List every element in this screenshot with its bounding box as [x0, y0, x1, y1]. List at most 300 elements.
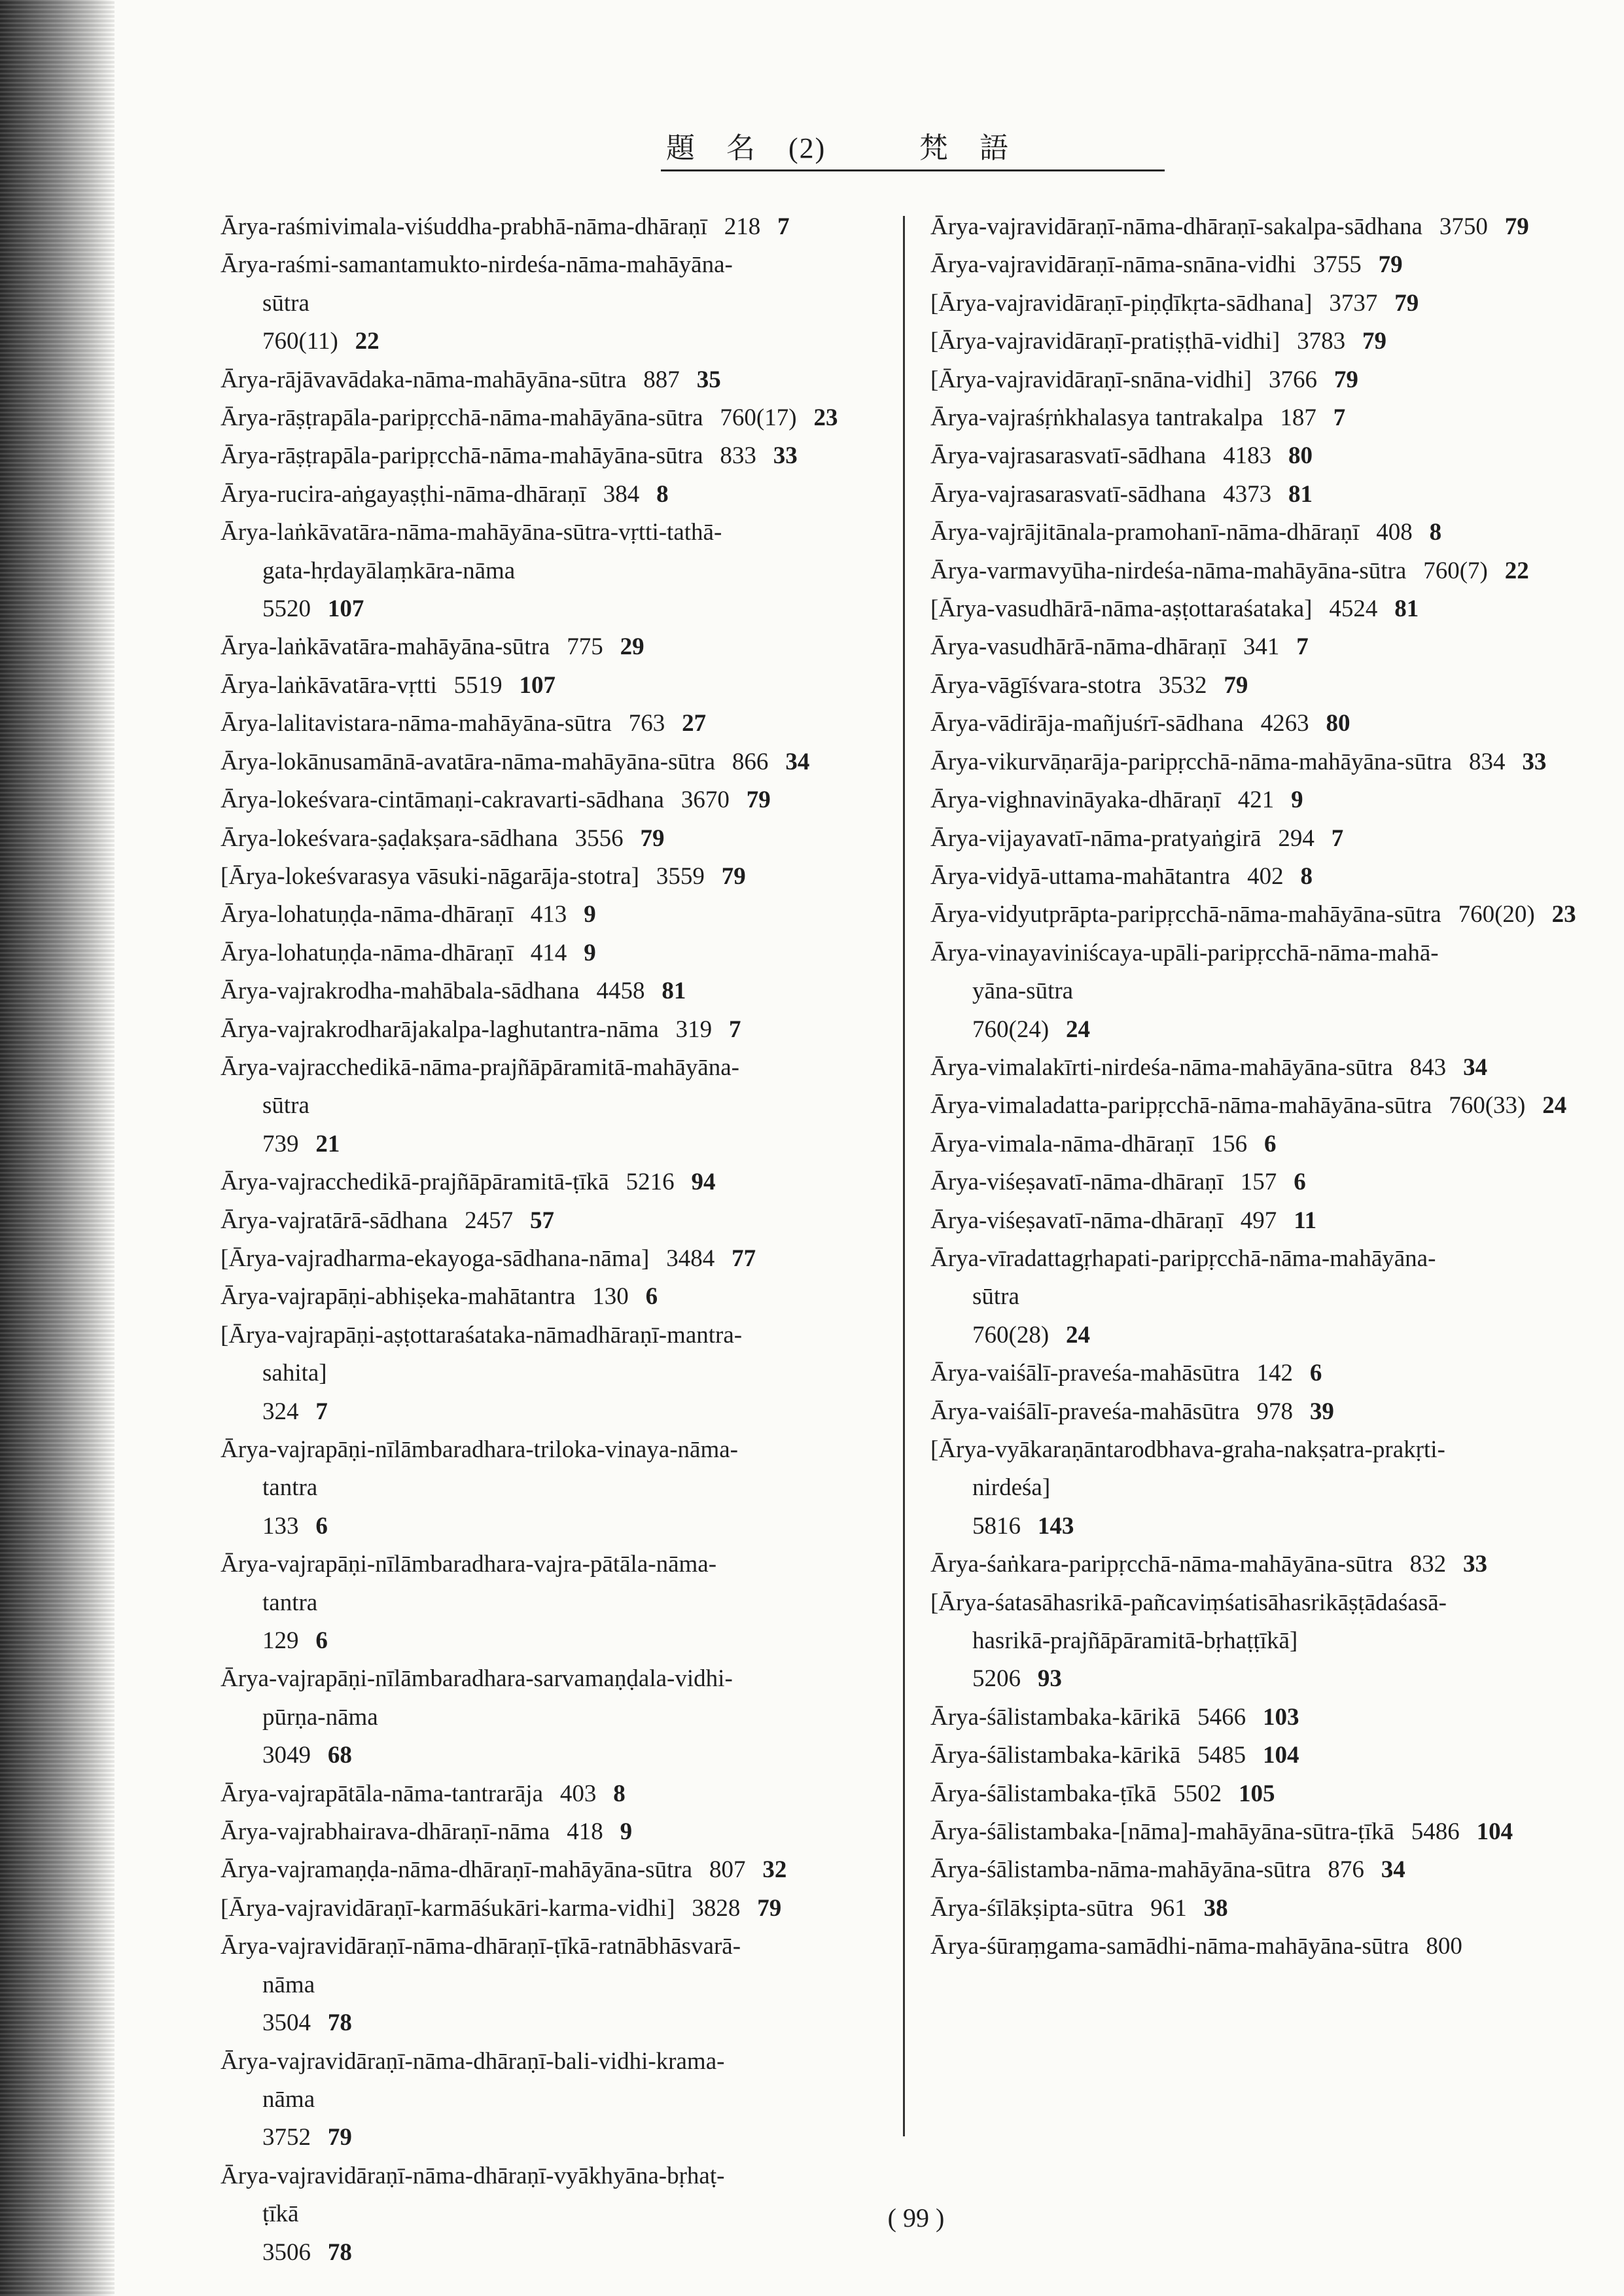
- entry-number: 3737: [1329, 289, 1378, 317]
- entry-number: 421: [1237, 786, 1275, 814]
- entry-volume: 7: [729, 1016, 741, 1043]
- entry-line: [221, 2043, 878, 2081]
- entry-line: [930, 1813, 1598, 1851]
- entry-line: [221, 476, 878, 514]
- entry-number: 403: [559, 1780, 597, 1807]
- entry-title: [Ārya-lokeśvarasya vāsuki-nāgarāja-stotra]: [221, 862, 640, 890]
- entry-title: Ārya-raśmi-samantamukto-nirdeśa-nāma-mahāyāna-: [221, 251, 733, 279]
- entry-title: Ārya-vasudhārā-nāma-dhāraṇī: [930, 633, 1226, 661]
- entry-line: [930, 1431, 1598, 1469]
- entry-title: Ārya-vajrakrodharājakalpa-laghutantra-nāma: [221, 1016, 659, 1043]
- entry-title: Ārya-varmavyūha-nirdeśa-nāma-mahāyāna-sūtra: [930, 557, 1407, 584]
- index-entry: [221, 1890, 878, 1928]
- index-entry: [930, 1928, 1598, 1966]
- entry-ref-line: [221, 1622, 878, 1660]
- entry-number: 3556: [574, 824, 624, 852]
- entry-title: Ārya-vajravidāraṇī-nāma-dhāraṇī-ṭīkā-ratnābhāsvarā-: [221, 1933, 741, 1960]
- entry-volume: 105: [1238, 1780, 1275, 1807]
- index-entry: [930, 820, 1598, 858]
- entry-title: Ārya-śālistambaka-kārikā: [930, 1703, 1181, 1731]
- entry-line: [221, 667, 878, 705]
- entry-number: 3532: [1158, 671, 1207, 699]
- entry-line: [930, 972, 1598, 1010]
- entry-line: [221, 1240, 878, 1278]
- entry-number: 760(17): [720, 404, 797, 432]
- entry-line: [930, 896, 1598, 934]
- entry-line: [930, 1737, 1598, 1775]
- entry-number: 157: [1240, 1169, 1277, 1196]
- index-entry: [930, 1890, 1598, 1928]
- index-entry: [930, 667, 1598, 705]
- index-entry: [930, 1431, 1598, 1545]
- entry-line: [221, 743, 878, 781]
- entry-line: [221, 285, 878, 323]
- entry-volume: 79: [640, 824, 665, 852]
- entry-ref-line: [930, 1316, 1598, 1354]
- entry-line: [930, 208, 1598, 246]
- entry-title: sūtra: [262, 1092, 309, 1120]
- entry-title: Ārya-śīlākṣipta-sūtra: [930, 1894, 1134, 1922]
- entry-volume: 9: [584, 901, 596, 928]
- entry-title: [Ārya-vajrapāṇi-aṣṭottaraśataka-nāmadhāraṇī-mantra-: [221, 1321, 743, 1349]
- index-entry: [930, 552, 1598, 590]
- index-entry: [930, 208, 1598, 246]
- entry-volume: 103: [1262, 1703, 1299, 1731]
- entry-number: 5520: [262, 595, 311, 623]
- index-entry: [930, 476, 1598, 514]
- entry-number: 775: [567, 633, 603, 661]
- entry-line: [930, 934, 1598, 972]
- entry-ref-line: [221, 1125, 878, 1163]
- entry-title: Ārya-vaiśālī-praveśa-mahāsūtra: [930, 1398, 1240, 1425]
- entry-line: [930, 1202, 1598, 1240]
- entry-line: [221, 437, 878, 475]
- entry-volume: 68: [327, 1742, 352, 1769]
- entry-title: Ārya-rāṣṭrapāla-paripṛcchā-nāma-mahāyāna-sūtra: [221, 442, 703, 470]
- entry-volume: 11: [1294, 1207, 1317, 1234]
- entry-line: [221, 1928, 878, 1966]
- entry-line: [930, 1278, 1598, 1316]
- entry-line: [221, 1087, 878, 1125]
- entry-number: 3755: [1313, 251, 1362, 279]
- entry-volume: 35: [696, 366, 721, 393]
- entry-line: [221, 858, 878, 896]
- entry-title: Ārya-vajravidāraṇī-nāma-dhāraṇī-bali-vidhi-krama-: [221, 2047, 725, 2075]
- entry-title: Ārya-rājāvavādaka-nāma-mahāyāna-sūtra: [221, 366, 627, 393]
- entry-line: [221, 2081, 878, 2119]
- entry-title: Ārya-laṅkāvatāra-nāma-mahāyāna-sūtra-vṛtti-tathā-: [221, 519, 722, 546]
- entry-number: 3828: [692, 1894, 741, 1922]
- entry-title: Ārya-vimala-nāma-dhāraṇī: [930, 1130, 1194, 1157]
- entry-number: 3506: [262, 2238, 311, 2266]
- entry-volume: 81: [1394, 595, 1419, 623]
- entry-number: 760(28): [972, 1321, 1050, 1349]
- entry-volume: 104: [1262, 1742, 1299, 1769]
- entry-number: 5519: [453, 671, 503, 699]
- entry-volume: 22: [1504, 557, 1529, 584]
- entry-number: 418: [567, 1818, 603, 1846]
- index-entry: [221, 743, 878, 781]
- entry-title: Ārya-vajravidāraṇī-nāma-snāna-vidhi: [930, 251, 1296, 279]
- entry-volume: 93: [1037, 1665, 1062, 1693]
- entry-number: 4183: [1223, 442, 1272, 470]
- entry-title: Ārya-lokeśvara-ṣaḍakṣara-sādhana: [221, 824, 558, 852]
- index-entry: [930, 1737, 1598, 1775]
- entry-volume: 32: [762, 1856, 787, 1884]
- entry-title: Ārya-vajrapāṇi-abhiṣeka-mahātantra: [221, 1283, 576, 1311]
- entry-number: 5216: [626, 1169, 675, 1196]
- entry-line: [930, 399, 1598, 437]
- entry-number: 760(33): [1449, 1092, 1526, 1120]
- entry-title: Ārya-rāṣṭrapāla-paripṛcchā-nāma-mahāyāna-sūtra: [221, 404, 703, 432]
- index-entry: [930, 1049, 1598, 1087]
- entry-line: [221, 934, 878, 972]
- entry-volume: 29: [620, 633, 644, 661]
- entry-number: 218: [724, 213, 761, 240]
- entry-ref-line: [221, 2004, 878, 2042]
- entry-number: 5486: [1411, 1818, 1460, 1846]
- entry-title: Ārya-vajrapāṇi-nīlāmbaradhara-triloka-vinaya-nāma-: [221, 1436, 738, 1463]
- entry-line: [221, 1049, 878, 1087]
- entry-volume: 33: [1462, 1551, 1487, 1578]
- header-underline: [661, 169, 1165, 171]
- entry-line: [930, 1393, 1598, 1431]
- entry-volume: 33: [773, 442, 798, 470]
- entry-number: 978: [1256, 1398, 1293, 1425]
- entry-line: [930, 246, 1598, 284]
- index-entry: [221, 934, 878, 972]
- entry-title: Ārya-vajrapāṇi-nīlāmbaradhara-sarvamaṇḍala-vidhi-: [221, 1665, 733, 1693]
- index-entry: [930, 743, 1598, 781]
- entry-title: Ārya-lohatuṇḍa-nāma-dhāraṇī: [221, 901, 514, 928]
- entry-volume: 33: [1522, 748, 1547, 775]
- entry-line: [930, 552, 1598, 590]
- entry-line: [221, 1011, 878, 1049]
- entry-title: Ārya-vajramaṇḍa-nāma-dhāraṇī-mahāyāna-sūtra: [221, 1856, 693, 1884]
- entry-number: 413: [530, 901, 567, 928]
- entry-line: [930, 361, 1598, 399]
- entry-ref-line: [221, 1393, 878, 1431]
- index-entry: [221, 1928, 878, 2042]
- entry-volume: 107: [327, 595, 364, 623]
- entry-volume: 24: [1542, 1092, 1567, 1120]
- index-entry: [221, 246, 878, 361]
- entry-line: [930, 1049, 1598, 1087]
- entry-title: Ārya-raśmivimala-viśuddha-prabhā-nāma-dhāraṇī: [221, 213, 707, 240]
- entry-line: [221, 1584, 878, 1622]
- entry-number: 760(11): [262, 328, 338, 355]
- entry-number: 408: [1376, 519, 1413, 546]
- entry-number: 4263: [1260, 710, 1309, 737]
- index-entry: [930, 285, 1598, 323]
- index-entry: [221, 1316, 878, 1431]
- index-entry: [930, 437, 1598, 475]
- entry-line: [930, 1240, 1598, 1278]
- index-entry: [930, 705, 1598, 743]
- entry-volume: 94: [691, 1169, 716, 1196]
- entry-line: [930, 858, 1598, 896]
- index-entry: [930, 1354, 1598, 1392]
- entry-line: [930, 705, 1598, 743]
- entry-number: 319: [675, 1016, 713, 1043]
- entry-volume: 6: [645, 1283, 658, 1311]
- index-entry: [221, 1278, 878, 1316]
- entry-number: 760(24): [972, 1016, 1050, 1043]
- entry-line: [221, 896, 878, 934]
- entry-number: 834: [1468, 748, 1506, 775]
- entry-volume: 79: [1378, 251, 1403, 279]
- entry-line: [930, 514, 1598, 552]
- entry-title: Ārya-vajrasarasvatī-sādhana: [930, 442, 1207, 470]
- entry-volume: 27: [682, 710, 707, 737]
- entry-title: [Ārya-vajradharma-ekayoga-sādhana-nāma]: [221, 1245, 650, 1272]
- entry-volume: 79: [1504, 213, 1529, 240]
- entry-line: [221, 1890, 878, 1928]
- index-entry: [930, 1545, 1598, 1583]
- entry-title: Ārya-śūraṃgama-samādhi-nāma-mahāyāna-sūtra: [930, 1933, 1409, 1960]
- entry-title: Ārya-vādirāja-mañjuśrī-sādhana: [930, 710, 1244, 737]
- entry-title: [Ārya-vajravidāraṇī-pratiṣṭhā-vidhi]: [930, 328, 1280, 355]
- entry-number: 876: [1328, 1856, 1364, 1884]
- index-entry: [221, 858, 878, 896]
- entry-title: Ārya-vāgīśvara-stotra: [930, 671, 1142, 699]
- entry-line: [221, 1354, 878, 1392]
- entry-volume: 22: [355, 328, 380, 355]
- entry-line: [930, 743, 1598, 781]
- index-entry: [221, 628, 878, 666]
- entry-ref-line: [221, 1737, 878, 1775]
- entry-volume: 9: [584, 939, 596, 966]
- index-entry: [221, 1049, 878, 1163]
- header-language: 梵 語: [919, 132, 1010, 164]
- entry-number: 384: [603, 480, 640, 508]
- entry-title: Ārya-laṅkāvatāra-mahāyāna-sūtra: [221, 633, 550, 661]
- entry-line: [930, 285, 1598, 323]
- entry-line: [930, 590, 1598, 628]
- entry-title: Ārya-lokeśvara-cintāmaṇi-cakravarti-sādhana: [221, 786, 664, 814]
- entry-title: Ārya-vajratārā-sādhana: [221, 1207, 448, 1234]
- entry-volume: 8: [656, 480, 669, 508]
- entry-volume: 9: [620, 1818, 633, 1846]
- entry-number: 961: [1150, 1894, 1187, 1922]
- entry-number: 3559: [656, 862, 705, 890]
- entry-volume: 79: [1224, 671, 1248, 699]
- entry-ref-line: [221, 2119, 878, 2157]
- entry-volume: 79: [757, 1894, 782, 1922]
- entry-line: [221, 1813, 878, 1851]
- entry-volume: 7: [1331, 824, 1344, 852]
- index-entry: [930, 1087, 1598, 1125]
- entry-title: Ārya-vajraśṛṅkhalasya tantrakalpa: [930, 404, 1263, 432]
- entry-volume: 6: [1263, 1130, 1277, 1157]
- entry-title: sūtra: [262, 289, 309, 317]
- entry-volume: 34: [1381, 1856, 1405, 1884]
- entry-line: [221, 1278, 878, 1316]
- entry-title: tantra: [262, 1589, 318, 1616]
- entry-ref-line: [930, 1011, 1598, 1049]
- entry-title: Ārya-vijayavatī-nāma-pratyaṅgirā: [930, 824, 1262, 852]
- entry-title: Ārya-vighnavināyaka-dhāraṇī: [930, 786, 1221, 814]
- entry-number: 414: [530, 939, 567, 966]
- entry-number: 156: [1210, 1130, 1248, 1157]
- entry-volume: 8: [1300, 862, 1313, 890]
- entry-volume: 23: [1551, 901, 1576, 928]
- column-divider: [903, 216, 905, 2136]
- entry-volume: 143: [1037, 1512, 1074, 1540]
- entry-number: 3752: [262, 2124, 311, 2151]
- index-entry: [221, 1163, 878, 1201]
- entry-title: gata-hṛdayālaṃkāra-nāma: [262, 557, 516, 584]
- index-entry: [930, 361, 1598, 399]
- index-entry: [221, 1851, 878, 1889]
- index-entry: [221, 972, 878, 1010]
- entry-number: 142: [1256, 1360, 1293, 1387]
- entry-title: Ārya-vimalakīrti-nirdeśa-nāma-mahāyāna-sūtra: [930, 1053, 1393, 1081]
- entry-number: 402: [1247, 862, 1284, 890]
- entry-volume: 78: [327, 2238, 352, 2266]
- entry-number: 3504: [262, 2009, 311, 2037]
- index-entry: [221, 1775, 878, 1813]
- entry-line: [930, 820, 1598, 858]
- entry-title: Ārya-vidyā-uttama-mahātantra: [930, 862, 1231, 890]
- entry-volume: 77: [732, 1245, 756, 1272]
- entry-volume: 8: [1429, 519, 1442, 546]
- entry-line: [221, 628, 878, 666]
- entry-ref-line: [221, 2234, 878, 2272]
- entry-title: Ārya-śālistambaka-kārikā: [930, 1742, 1181, 1769]
- entry-number: 3049: [262, 1742, 311, 1769]
- entry-title: Ārya-vajrasarasvatī-sādhana: [930, 480, 1207, 508]
- index-entry: [930, 514, 1598, 552]
- index-entry: [930, 1202, 1598, 1240]
- entry-number: 5502: [1173, 1780, 1222, 1807]
- entry-volume: 107: [519, 671, 556, 699]
- entry-line: [930, 1469, 1598, 1507]
- entry-number: 763: [628, 710, 665, 737]
- entry-title: pūrṇa-nāma: [262, 1703, 378, 1731]
- entry-title: Ārya-lokānusamānā-avatāra-nāma-mahāyāna-sūtra: [221, 748, 716, 775]
- index-entry: [221, 705, 878, 743]
- entry-title: Ārya-rucira-aṅgayaṣṭhi-nāma-dhāraṇī: [221, 480, 586, 508]
- entry-number: 2457: [465, 1207, 514, 1234]
- index-entry: [930, 1851, 1598, 1889]
- index-entry: [930, 628, 1598, 666]
- entry-title: Ārya-śālistambaka-[nāma]-mahāyāna-sūtra-ṭīkā: [930, 1818, 1394, 1846]
- index-entry: [221, 896, 878, 934]
- entry-line: [221, 1545, 878, 1583]
- entry-number: 5816: [972, 1512, 1021, 1540]
- entry-title: Ārya-viśeṣavatī-nāma-dhāraṇī: [930, 1207, 1224, 1234]
- entry-number: 833: [720, 442, 756, 470]
- entry-line: [930, 1584, 1598, 1622]
- entry-number: 3766: [1268, 366, 1317, 393]
- entry-line: [930, 1890, 1598, 1928]
- entry-number: 5206: [972, 1665, 1021, 1693]
- index-entry: [221, 667, 878, 705]
- index-entry: [221, 399, 878, 437]
- entry-number: 832: [1409, 1551, 1447, 1578]
- entry-title: [Ārya-vajravidāraṇī-karmāśukāri-karma-vidhi]: [221, 1894, 675, 1922]
- index-entry: [221, 2043, 878, 2157]
- entry-line: [930, 667, 1598, 705]
- entry-line: [930, 1545, 1598, 1583]
- entry-title: Ārya-vidyutprāpta-paripṛcchā-nāma-mahāyāna-sūtra: [930, 901, 1441, 928]
- entry-line: [930, 1163, 1598, 1201]
- entry-line: [930, 1699, 1598, 1737]
- entry-title: Ārya-vinayaviniścaya-upāli-paripṛcchā-nāma-mahā-: [930, 939, 1439, 966]
- entry-line: [221, 208, 878, 246]
- index-entry: [930, 934, 1598, 1049]
- entry-ref-line: [930, 1508, 1598, 1545]
- entry-line: [930, 1928, 1598, 1966]
- entry-line: [221, 781, 878, 819]
- entry-line: [221, 1431, 878, 1469]
- entry-number: 130: [592, 1283, 629, 1311]
- index-entry: [221, 476, 878, 514]
- entry-title: Ārya-vajravidāraṇī-nāma-dhāraṇī-vyākhyāna-bṛhaṭ-: [221, 2162, 725, 2189]
- entry-line: [221, 2195, 878, 2233]
- index-entry: [221, 208, 878, 246]
- index-entry: [221, 1202, 878, 1240]
- entry-line: [221, 820, 878, 858]
- entry-line: [221, 1469, 878, 1507]
- entry-number: 133: [262, 1512, 299, 1540]
- entry-volume: 21: [315, 1130, 340, 1157]
- entry-title: sūtra: [972, 1283, 1019, 1311]
- entry-number: 3670: [680, 786, 730, 814]
- entry-volume: 81: [1288, 480, 1313, 508]
- entry-line: [930, 1125, 1598, 1163]
- entry-number: 843: [1409, 1053, 1447, 1081]
- entry-title: ṭīkā: [262, 2200, 299, 2228]
- entry-number: 497: [1240, 1207, 1277, 1234]
- entry-volume: 78: [327, 2009, 352, 2037]
- entry-line: [221, 1316, 878, 1354]
- entry-title: [Ārya-vajravidāraṇī-snāna-vidhi]: [930, 366, 1252, 393]
- entry-volume: 6: [315, 1627, 328, 1655]
- entry-volume: 8: [613, 1780, 626, 1807]
- entry-line: [930, 628, 1598, 666]
- entry-line: [221, 2157, 878, 2195]
- entry-line: [221, 972, 878, 1010]
- index-entry: [930, 1125, 1598, 1163]
- index-entry: [221, 1011, 878, 1049]
- entry-volume: 79: [1394, 289, 1419, 317]
- entry-line: [221, 1202, 878, 1240]
- entry-volume: 79: [746, 786, 771, 814]
- entry-line: [930, 437, 1598, 475]
- entry-line: [221, 1163, 878, 1201]
- index-entry: [930, 246, 1598, 284]
- entry-title: Ārya-vajrājitānala-pramohanī-nāma-dhāraṇī: [930, 519, 1360, 546]
- entry-line: [221, 1699, 878, 1737]
- index-entry: [221, 1813, 878, 1851]
- entry-line: [930, 1622, 1598, 1660]
- entry-number: 4458: [596, 978, 645, 1005]
- entry-number: 866: [732, 748, 769, 775]
- entry-volume: 24: [1066, 1016, 1091, 1043]
- entry-title: Ārya-lohatuṇḍa-nāma-dhāraṇī: [221, 939, 514, 966]
- index-entry: [930, 1163, 1598, 1201]
- entry-title: Ārya-vajrabhairava-dhāraṇī-nāma: [221, 1818, 550, 1846]
- entry-number: 187: [1280, 404, 1316, 432]
- entry-line: [221, 1775, 878, 1813]
- entry-title: Ārya-vajrapātāla-nāma-tantrarāja: [221, 1780, 543, 1807]
- index-entry: [221, 1240, 878, 1278]
- entry-title: nāma: [262, 1971, 315, 1998]
- entry-number: 760(20): [1458, 901, 1535, 928]
- entry-title: Ārya-vikurvāṇarāja-paripṛcchā-nāma-mahāyāna-sūtra: [930, 748, 1453, 775]
